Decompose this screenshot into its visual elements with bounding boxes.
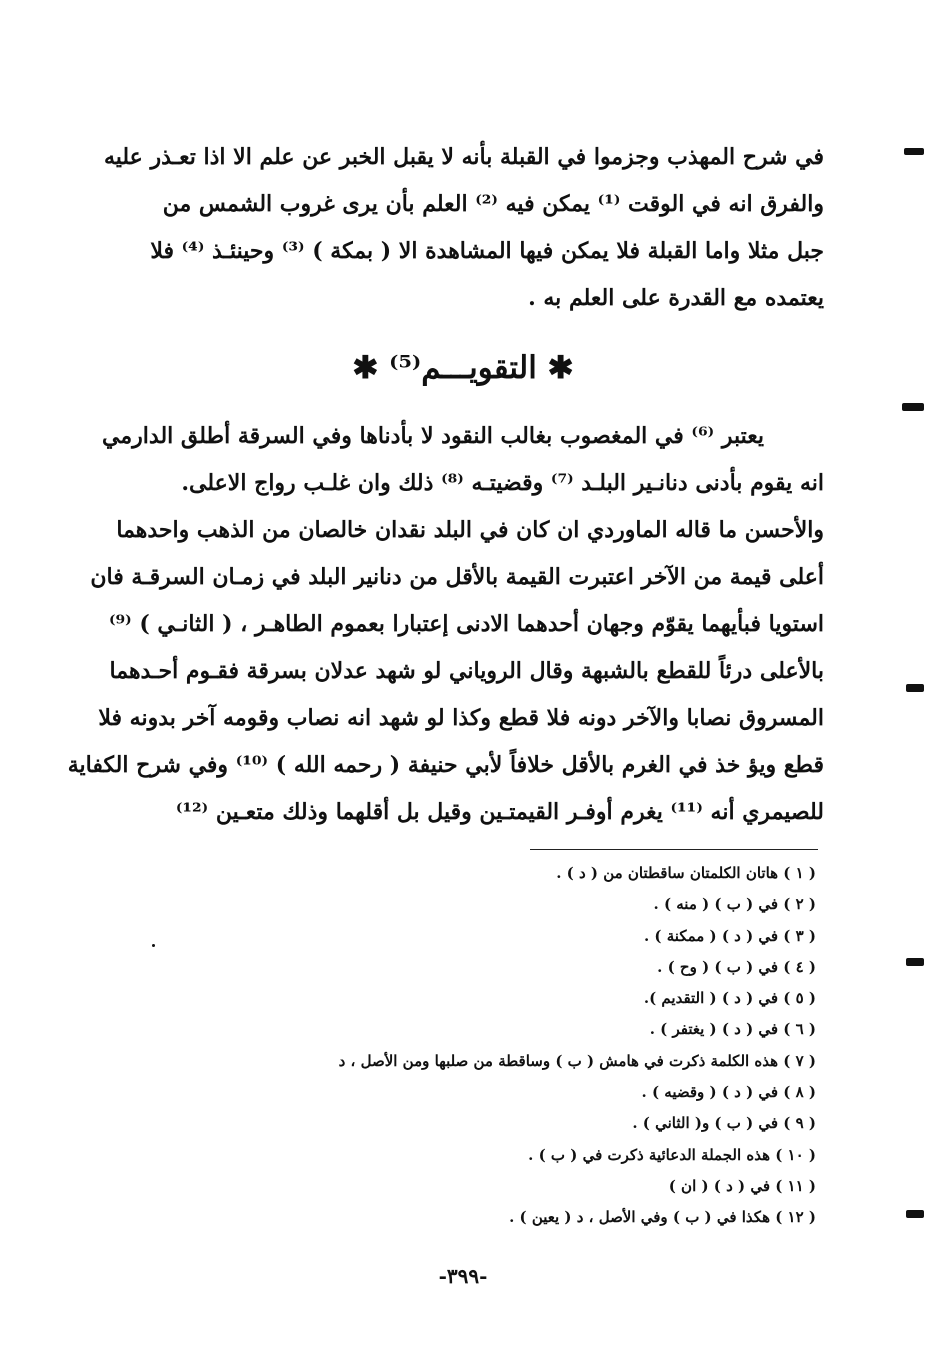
footnote-item: ( ٨ ) في ( د ) ( وقضيه ) . [641, 1083, 816, 1102]
scan-speck [152, 944, 155, 947]
scan-mark [906, 1210, 924, 1218]
footnote-item: ( ١٠ ) هذه الجملة الدعائية ذكرت في ( ب ) . [528, 1145, 816, 1164]
paragraph-top [103, 134, 824, 322]
text-line: يعتمده مع القدرة على العلم به . [528, 285, 824, 311]
text-line: في شرح المهذب وجزموا في القبلة بأنه لا يقبل الخبر عن علم الا اذا تعـذر عليه [103, 144, 824, 170]
footnote-item: ( ٣ ) في ( د ) ( ممكنة ) . [643, 926, 816, 945]
scan-mark [902, 403, 924, 411]
text-line: أعلى قيمة من الآخر اعتبرت القيمة بالأقل من دنانير البلد في زمـان السرقـة فان [90, 564, 824, 590]
footnote-item: ( ٩ ) في ( ب ) و( الثاني ) . [632, 1114, 816, 1133]
text-line: المسروق نصابا والآخر دونه فلا قطع وكذا لو شهد انه نصاب وقومه آخر بدونه فلا [98, 705, 824, 731]
footnote-item: ( ٢ ) في ( ب ) ( منه ) . [653, 895, 816, 914]
footnote-item: ( ١ ) هاتان الكلمتان ساقطتان من ( د ) . [556, 864, 816, 882]
footnote-item: ( ١٢ ) هكذا في ( ب ) وفي الأصل ، د ( يعين ) . [509, 1208, 816, 1227]
section-heading: ✱ التقويـــم⁽⁵⁾ ✱ [352, 350, 574, 386]
footnote-item: ( ١١ ) في ( د ) ( ان ) [668, 1176, 816, 1195]
text-line: يعتبر ⁽⁶⁾ في المغصوب بغالب النقود لا بأدناها وفي السرقة أطلق الدارمي [102, 423, 764, 449]
text-line: للصيمري أنه ⁽¹¹⁾ يغرم أوفـر القيمتـين وقيل بل أقلهما وذلك متعـين ⁽¹²⁾ [175, 799, 824, 825]
scan-mark [906, 684, 924, 692]
paragraph-main [67, 413, 824, 836]
footnote-item: ( ٤ ) في ( ب ) ( وح ) . [657, 957, 816, 976]
footnotes [250, 858, 816, 1234]
footnote-divider [530, 849, 818, 850]
scan-mark [906, 958, 924, 966]
text-line: بالأعلى درئاً للقطع بالشبهة وقال الروياني لو شهد عدلان بسرقة فقـوم أحـدهما [109, 658, 824, 684]
text-line: انه يقوم بأدنى دنانـير البلـد ⁽⁷⁾ وقضيتـه ⁽⁸⁾ ذلك وان غلـب رواج الاعلى. [181, 470, 824, 496]
footnote-item: ( ٥ ) في ( د ) ( التقديم ). [643, 989, 816, 1008]
text-line: قطع ويؤ خذ في الغرم بالأقل خلافاً لأبي حنيفة ( رحمه الله ) ⁽¹⁰⁾ وفي شرح الكفاية [67, 752, 824, 778]
page-number: -٣٩٩- [438, 1264, 488, 1288]
footnote-item: ( ٦ ) في ( د ) ( يغتفر ) . [649, 1020, 816, 1039]
text-line: والأحسن ما قاله الماوردي ان كان في البلد نقدان خالصان من الذهب واحدهما [116, 517, 824, 543]
footnote-item: ( ٧ ) هذه الكلمة ذكرت في هامش ( ب ) وساقطة من صلبها ومن الأصل ، د [338, 1051, 816, 1070]
text-line: استويا فبأيهما يقوّم وجهان أحدهما الادنى إعتبارا بعموم الطاهـر ، ( الثانـي ) ⁽⁹⁾ [108, 611, 824, 637]
text-line: والفرق انه في الوقت ⁽¹⁾ يمكن فيه ⁽²⁾ العلم بأن يرى غروب الشمس من [162, 191, 824, 217]
text-line: جبل مثلا واما القبلة فلا يمكن فيها المشاهدة الا ( بمكة ) ⁽³⁾ وحينئـذ ⁽⁴⁾ فلا [150, 238, 824, 264]
scan-mark [904, 148, 924, 155]
